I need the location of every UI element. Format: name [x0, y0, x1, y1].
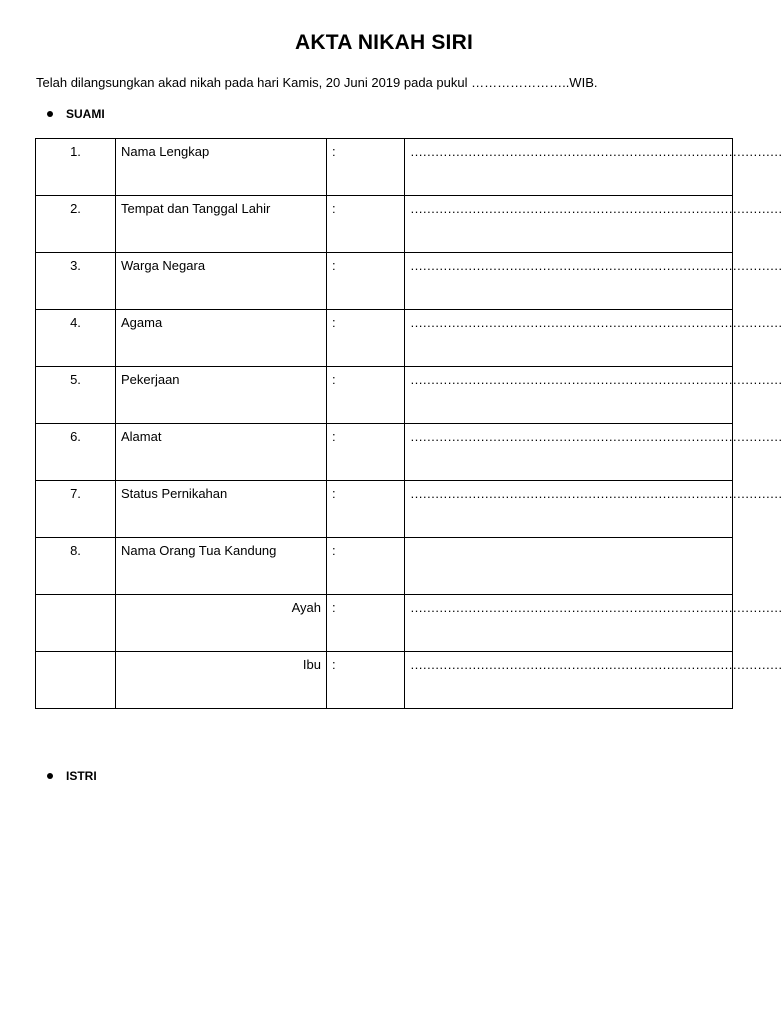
section-heading-istri [47, 769, 97, 783]
suami-form-table [35, 138, 782, 709]
row-label: Ayah [116, 595, 327, 652]
row-value-field[interactable] [405, 481, 782, 538]
row-number: 1. [36, 139, 116, 196]
row-value-field[interactable] [405, 139, 782, 196]
dotted-blank: ……………………………………………………………………………… [410, 429, 782, 444]
row-colon: : [327, 196, 405, 253]
bullet-icon [47, 111, 53, 117]
row-value-field[interactable] [405, 424, 782, 481]
row-label: Status Pernikahan [116, 481, 327, 538]
row-label: Pekerjaan [116, 367, 327, 424]
row-colon: : [327, 652, 405, 709]
section-heading-label: ISTRI [66, 769, 97, 783]
row-colon: : [327, 367, 405, 424]
row-value-field [405, 538, 733, 595]
row-value-field[interactable] [405, 196, 782, 253]
row-number: 5. [36, 367, 116, 424]
row-number [36, 595, 116, 652]
table-row [36, 595, 733, 652]
row-colon: : [327, 538, 405, 595]
row-value-field[interactable] [405, 595, 782, 652]
table-row [36, 139, 733, 196]
table-row [36, 652, 733, 709]
dotted-blank: ……………………………………………………………………………… [410, 315, 782, 330]
row-value-field[interactable] [405, 367, 782, 424]
dotted-blank: ……………………………………………………………………………… [410, 258, 782, 273]
row-colon: : [327, 310, 405, 367]
table-row [36, 538, 733, 595]
row-number: 6. [36, 424, 116, 481]
row-colon: : [327, 424, 405, 481]
row-colon: : [327, 595, 405, 652]
row-number: 8. [36, 538, 116, 595]
row-value-field[interactable] [405, 253, 782, 310]
dotted-blank: ……………………………………………………………………………… [410, 600, 782, 615]
table-row [36, 310, 733, 367]
table-row [36, 367, 733, 424]
row-number: 4. [36, 310, 116, 367]
row-number: 3. [36, 253, 116, 310]
row-colon: : [327, 139, 405, 196]
row-number: 7. [36, 481, 116, 538]
bullet-icon [47, 773, 53, 779]
section-heading-label: SUAMI [66, 107, 105, 121]
row-label: Tempat dan Tanggal Lahir [116, 196, 327, 253]
row-number: 2. [36, 196, 116, 253]
dotted-blank: ……………………………………………………………………………… [410, 372, 782, 387]
row-colon: : [327, 481, 405, 538]
dotted-blank: ……………………………………………………………………………… [410, 486, 782, 501]
row-label: Ibu [116, 652, 327, 709]
row-value-field[interactable] [405, 310, 782, 367]
dotted-blank: ……………………………………………………………………………… [410, 201, 782, 216]
intro-sentence: Telah dilangsungkan akad nikah pada hari Kamis, 20 Juni 2019 pada pukul …………………..WIB. [36, 75, 598, 90]
row-label: Warga Negara [116, 253, 327, 310]
dotted-blank: ……………………………………………………………………………… [410, 657, 782, 672]
row-number [36, 652, 116, 709]
row-label: Agama [116, 310, 327, 367]
table-row [36, 253, 733, 310]
table-row [36, 424, 733, 481]
table-row [36, 481, 733, 538]
row-label: Alamat [116, 424, 327, 481]
row-value-field[interactable] [405, 652, 782, 709]
section-heading-suami [47, 107, 105, 121]
row-colon: : [327, 253, 405, 310]
table-row [36, 196, 733, 253]
row-label: Nama Orang Tua Kandung [116, 538, 327, 595]
page-title: AKTA NIKAH SIRI [295, 31, 473, 54]
dotted-blank: ……………………………………………………………………………… [410, 144, 782, 159]
row-label: Nama Lengkap [116, 139, 327, 196]
